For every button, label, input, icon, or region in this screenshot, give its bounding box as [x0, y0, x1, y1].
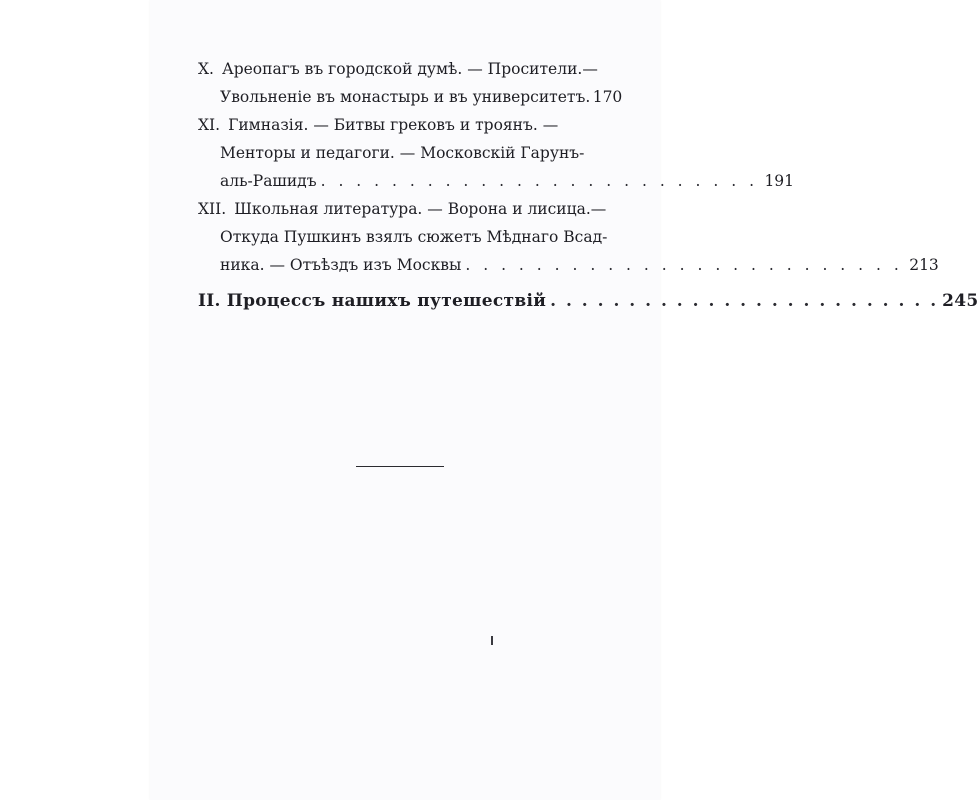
toc-entry-xii-text-2: Откуда Пушкинъ взялъ сюжетъ Мѣднаго Всад-: [220, 228, 608, 246]
toc-entry-x-text-2: Увольненіе въ монастырь и въ университетъ.: [220, 88, 591, 106]
toc-entry-xii-line-2: [198, 223, 608, 251]
toc-entry-xii-line-1: [198, 195, 607, 223]
toc-entry-xi-text-3: аль-Рашидъ: [220, 172, 317, 190]
toc-entry-xii-page: 213: [909, 256, 939, 274]
toc-entry-x-number: X.: [198, 60, 214, 78]
end-rule-divider: [356, 466, 444, 467]
toc-section-ii: [198, 287, 979, 315]
toc-entry-xii: [198, 195, 939, 279]
toc-entry-xi-text-2: Менторы и педагоги. — Московскій Гарунъ-: [220, 144, 585, 162]
toc-entry-x-page: 170: [592, 88, 623, 106]
toc-entry-x-line-1: [198, 55, 603, 83]
toc-section-ii-page: 245: [942, 291, 979, 311]
toc-entry-x-line-2: [198, 83, 623, 111]
toc-entry-xi-text-1: Гимназія. — Битвы грековъ и троянъ. —: [228, 116, 559, 134]
toc-entry-xi-line-1: [198, 111, 603, 139]
toc-entry-xi-number: XI.: [198, 116, 221, 134]
toc-entry-xi-line-3: [198, 167, 795, 195]
toc-entry-x: [198, 55, 623, 111]
toc-entry-xii-text-3: ника. — Отъѣздъ изъ Москвы: [220, 256, 462, 274]
table-of-contents: [198, 55, 979, 315]
toc-entry-xi: [198, 111, 795, 195]
toc-entry-xi-page: 191: [764, 172, 795, 190]
toc-entry-xii-number: XII.: [198, 200, 227, 218]
toc-section-ii-title: Процессъ нашихъ путешествій: [226, 291, 547, 311]
toc-section-ii-leader: . . . . . . . . . . . . . . . . . . . . . . . . .: [550, 291, 939, 311]
toc-entry-xii-text-1: Школьная литература. — Ворона и лисица.—: [234, 200, 607, 218]
toc-entry-xii-line-3: [198, 251, 939, 279]
toc-entry-xi-line-2: [198, 139, 603, 167]
toc-entry-xi-leader: . . . . . . . . . . . . . . . . . . . . . . . . .: [320, 172, 759, 190]
toc-entry-xii-leader: . . . . . . . . . . . . . . . . . . . . . . . . .: [465, 256, 903, 274]
print-mark: [491, 636, 493, 645]
toc-entry-x-text-1: Ареопагъ въ городской думѣ. — Просители.—: [221, 60, 598, 78]
toc-section-ii-number: II.: [198, 291, 221, 311]
